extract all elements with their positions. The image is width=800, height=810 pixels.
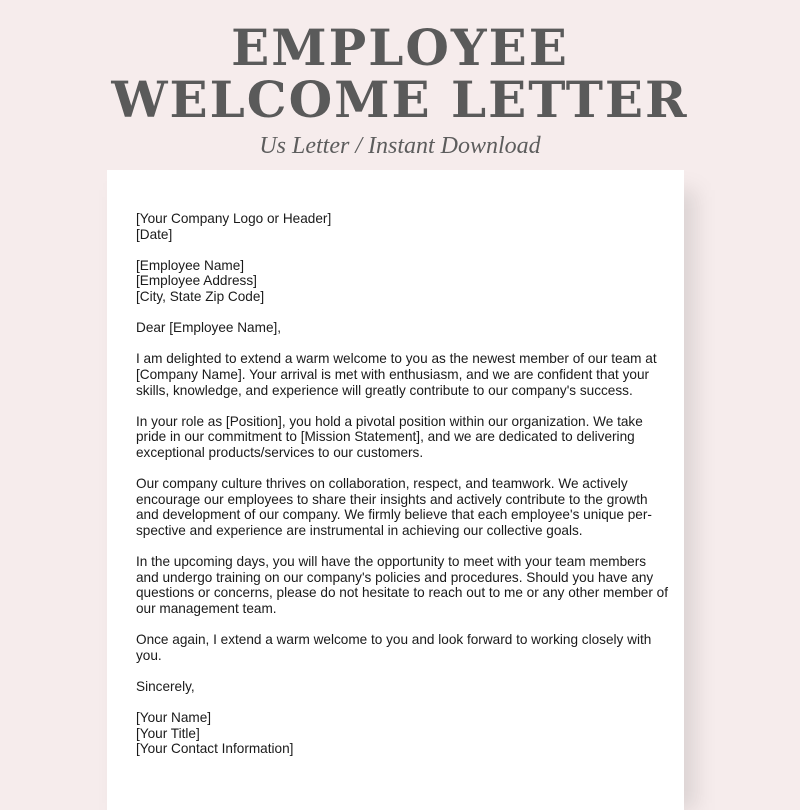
signature-block <box>136 710 666 757</box>
signature-contact: [Your Contact Information] <box>136 741 294 757</box>
paragraph-line: and undergo training on our company's policies and procedures. Should you have any <box>136 569 654 585</box>
paragraph-3 <box>136 476 666 538</box>
letter-date: [Date] <box>136 226 173 242</box>
title-line-2: WELCOME LETTER <box>111 70 689 129</box>
recipient-name: [Employee Name] <box>136 257 245 273</box>
recipient-city: [City, State Zip Code] <box>136 288 265 304</box>
paragraph-line: our management team. <box>136 600 277 616</box>
salutation-text: Dear [Employee Name], <box>136 320 282 336</box>
closing <box>136 679 666 695</box>
letter-header-block <box>136 211 666 242</box>
signature-name: [Your Name] <box>136 710 212 725</box>
paragraph-line: spective and experience are instrumental in achieving our collective goals. <box>136 522 583 538</box>
paragraph-line: and development of our company. We firmly believe that each employee's unique per- <box>136 507 652 523</box>
paragraph-line: Our company culture thrives on collaboration, respect, and teamwork. We actively <box>136 476 628 492</box>
paragraph-5 <box>136 632 666 663</box>
paragraph-line: exceptional products/services to our customers. <box>136 444 424 460</box>
paragraph-line: Once again, I extend a warm welcome to you and look forward to working closely with <box>136 632 652 648</box>
recipient-address: [Employee Address] <box>136 273 257 289</box>
paragraph-line: questions or concerns, please do not hesitate to reach out to me or any other member of <box>136 585 668 601</box>
company-header: [Your Company Logo or Header] <box>136 211 332 226</box>
paragraph-line: encourage our employees to share their insights and actively contribute to the growth <box>136 491 648 507</box>
paragraph-line: In the upcoming days, you will have the opportunity to meet with your team members <box>136 554 647 570</box>
paragraph-line: [Company Name]. Your arrival is met with enthusiasm, and we are confident that your <box>136 366 650 382</box>
paragraph-line: I am delighted to extend a warm welcome to you as the newest member of our team at <box>136 351 657 367</box>
title-line-1: EMPLOYEE <box>231 18 569 77</box>
paragraph-line: pride in our commitment to [Mission Statement], and we are dedicated to delivering <box>136 429 635 445</box>
letter-body <box>136 211 666 772</box>
paragraph-2 <box>136 414 666 461</box>
subtitle: Us Letter / Instant Download <box>259 133 541 159</box>
paragraph-line: In your role as [Position], you hold a pivotal position within our organization. We take <box>136 413 643 429</box>
signature-title: [Your Title] <box>136 725 200 741</box>
title-block <box>0 18 800 160</box>
paragraph-1 <box>136 351 666 398</box>
recipient-block <box>136 258 666 305</box>
paragraph-line: skills, knowledge, and experience will greatly contribute to our company's success. <box>136 382 633 398</box>
closing-text: Sincerely, <box>136 678 195 694</box>
salutation <box>136 320 666 336</box>
paragraph-line: you. <box>136 647 162 663</box>
paragraph-4 <box>136 554 666 616</box>
